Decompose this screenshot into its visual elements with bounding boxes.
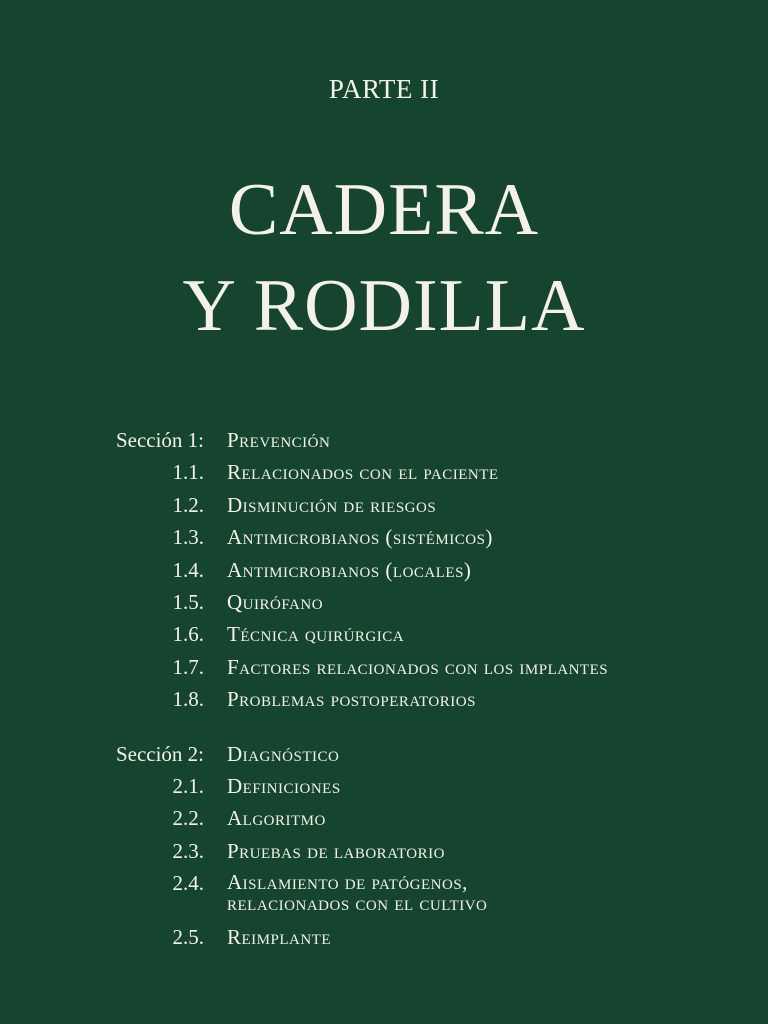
item-number: 1.5. <box>172 589 204 614</box>
part-label: PARTE II <box>328 74 440 104</box>
table-of-contents <box>0 424 768 953</box>
item-number: 2.1. <box>172 773 204 798</box>
part-title <box>0 162 768 354</box>
section-1 <box>0 424 768 716</box>
toc-item <box>0 554 768 586</box>
section-title: Diagnóstico <box>227 741 340 766</box>
item-title <box>227 872 747 914</box>
item-number: 1.2. <box>172 492 204 517</box>
item-number: 1.8. <box>172 687 204 712</box>
item-title-line-2: relacionados con el cultivo <box>227 891 488 916</box>
toc-item <box>0 489 768 521</box>
section-number: Sección 2: <box>115 741 204 766</box>
toc-item <box>0 921 768 953</box>
item-title: Técnica quirúrgica <box>227 622 405 647</box>
item-title: Reimplante <box>227 925 331 950</box>
toc-item <box>0 618 768 650</box>
item-title: Algoritmo <box>227 806 326 831</box>
toc-item <box>0 770 768 802</box>
item-title: Antimicrobianos (locales) <box>227 557 472 582</box>
item-title: Disminución de riesgos <box>227 492 437 517</box>
item-number: 1.7. <box>172 654 204 679</box>
item-title: Relacionados con el paciente <box>227 460 499 485</box>
toc-item <box>0 651 768 683</box>
section-2 <box>0 738 768 954</box>
item-title: Factores relacionados con los implantes <box>227 654 609 679</box>
toc-item <box>0 456 768 488</box>
section-title: Prevención <box>227 428 331 452</box>
toc-item <box>0 867 768 921</box>
item-title: Quirófano <box>227 589 324 614</box>
item-number: 1.3. <box>172 525 204 550</box>
title-line-2: Y RODILLA <box>182 265 586 347</box>
toc-item <box>0 586 768 618</box>
item-number: 1.1. <box>172 460 204 485</box>
section-heading <box>0 738 768 770</box>
toc-item <box>0 521 768 553</box>
section-number: Sección 1: <box>115 428 204 452</box>
item-title: Pruebas de laboratorio <box>227 838 445 863</box>
item-title: Problemas postoperatorios <box>227 687 476 712</box>
toc-item <box>0 683 768 715</box>
section-heading <box>0 424 768 456</box>
item-title: Definiciones <box>227 773 341 798</box>
item-number: 2.4. <box>172 871 204 896</box>
toc-item <box>0 835 768 867</box>
item-number: 1.4. <box>172 557 204 582</box>
item-number: 2.2. <box>172 806 204 831</box>
title-line-1: CADERA <box>228 169 540 251</box>
item-number: 2.3. <box>172 838 204 863</box>
item-number: 1.6. <box>172 622 204 647</box>
item-number: 2.5. <box>172 925 204 950</box>
item-title-line-1: Aislamiento de patógenos, <box>227 870 468 895</box>
toc-item <box>0 802 768 834</box>
item-title: Antimicrobianos (sistémicos) <box>227 525 493 550</box>
